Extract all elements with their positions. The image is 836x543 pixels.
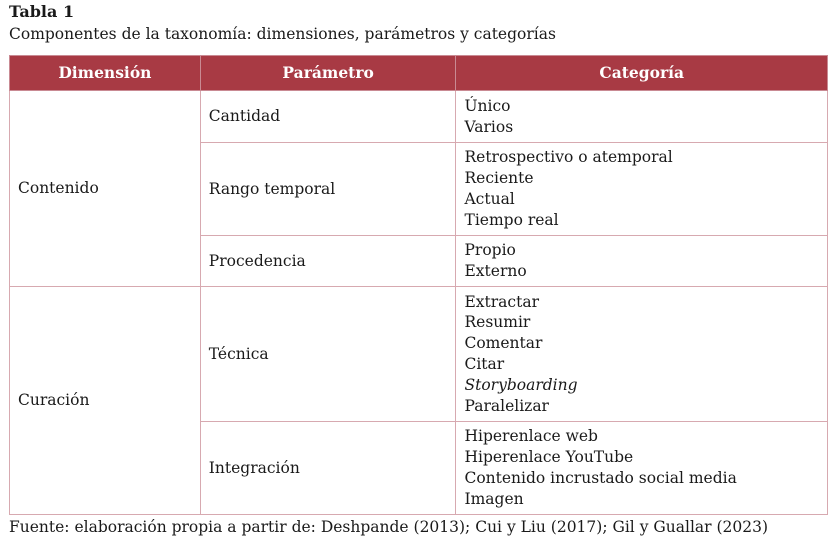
category-cell [456, 143, 828, 236]
category-item: Retrospectivo o atemporal [464, 148, 673, 167]
table-row [10, 91, 828, 143]
header-parameter: Parámetro [200, 56, 456, 91]
parameter-cell: Rango temporal [200, 143, 456, 236]
dimension-cell: Curación [10, 287, 201, 515]
category-cell [456, 422, 828, 515]
category-item: Único [464, 96, 511, 115]
category-item: Resumir [464, 313, 531, 332]
table-label: Tabla 1 [9, 2, 75, 21]
category-item: Storyboarding [464, 375, 578, 394]
parameter-cell: Cantidad [200, 91, 456, 143]
parameter-cell: Técnica [200, 287, 456, 422]
header-category: Categoría [456, 56, 828, 91]
category-item: Tiempo real [464, 210, 559, 229]
category-item: Reciente [464, 169, 534, 188]
table-row [10, 287, 828, 422]
parameter-cell: Integración [200, 422, 456, 515]
category-item: Externo [464, 262, 527, 280]
header-row [10, 56, 828, 91]
category-item: Hiperenlace web [464, 427, 598, 446]
category-item: Varios [464, 117, 514, 136]
category-cell [456, 236, 828, 287]
category-item: Contenido incrustado social media [464, 469, 737, 487]
category-item: Actual [464, 190, 515, 208]
parameter-cell: Procedencia [200, 236, 456, 287]
category-item: Citar [464, 355, 505, 373]
source-note: Fuente: elaboración propia a partir de: Deshpande (2013); Cui y Liu (2017); Gil y Guallar (2023) [9, 518, 769, 536]
category-item: Imagen [464, 489, 524, 508]
category-item: Extractar [464, 292, 539, 311]
dimension-cell: Contenido [10, 91, 201, 287]
category-item: Comentar [464, 334, 543, 353]
category-item: Hiperenlace YouTube [464, 448, 634, 467]
category-item: Propio [464, 241, 516, 260]
taxonomy-table [9, 55, 828, 515]
category-item: Paralelizar [464, 396, 549, 415]
category-cell [456, 91, 828, 143]
table-caption: Componentes de la taxonomía: dimensiones, parámetros y categorías [9, 25, 556, 43]
category-cell [456, 287, 828, 422]
header-dimension: Dimensión [10, 56, 201, 91]
